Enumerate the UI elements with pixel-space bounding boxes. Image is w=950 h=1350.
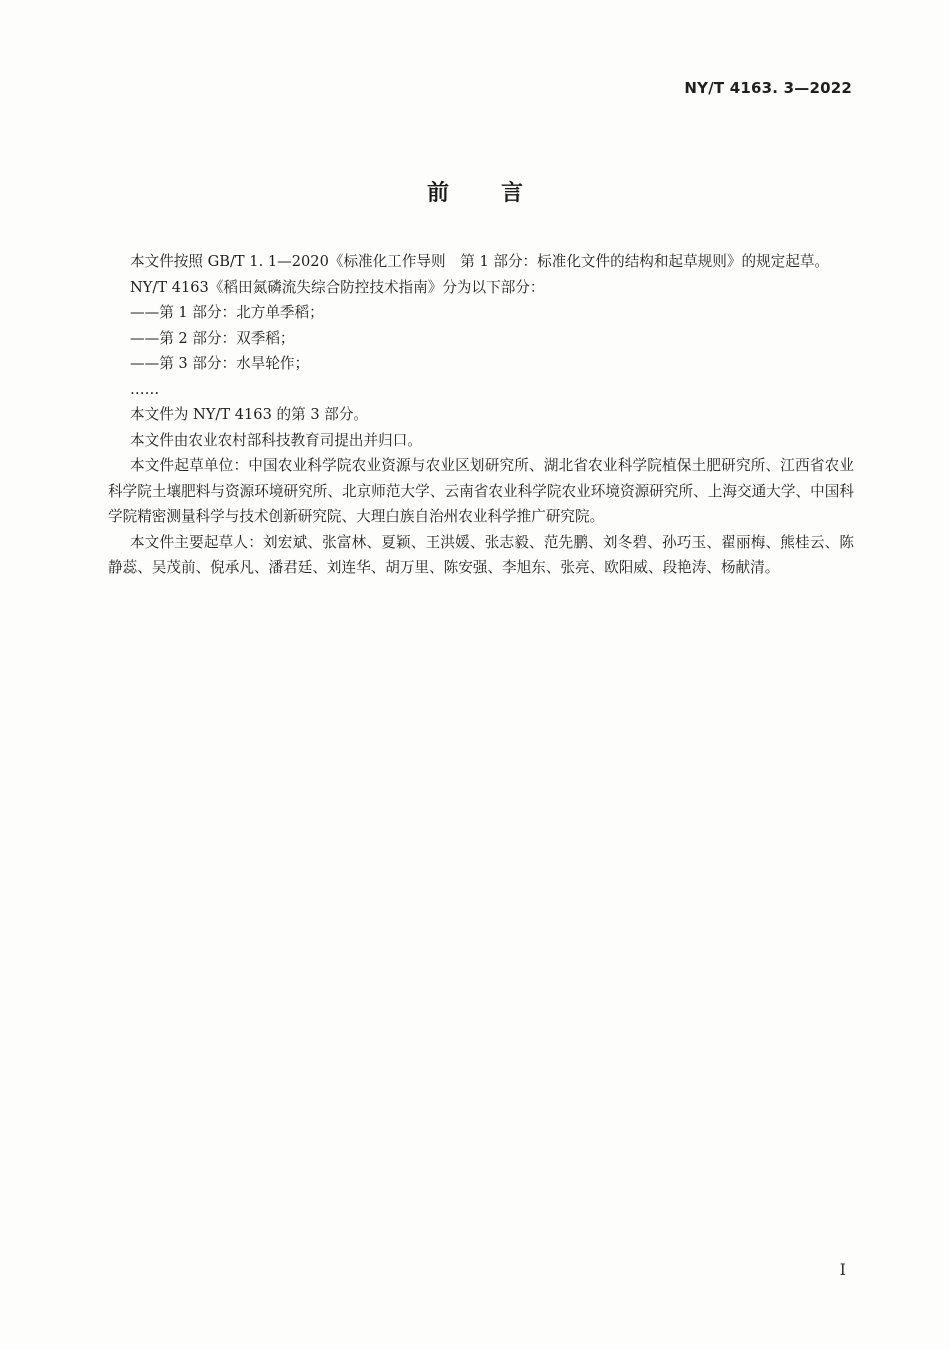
list-item: ——第 1 部分：北方单季稻； xyxy=(130,304,324,321)
paragraph-proposer: 本文件由农业农村部科技教育司提出并归口。 xyxy=(130,431,422,449)
list-ellipsis: …… xyxy=(130,380,160,398)
page-title: 前言 xyxy=(426,181,575,206)
standard-code: NY/T 4163. 3—2022 xyxy=(684,79,852,97)
page-number: I xyxy=(839,1260,846,1279)
list-item: ——第 3 部分：水旱轮作； xyxy=(130,355,310,372)
foreword-body xyxy=(108,249,854,581)
paragraph-drafting-rules: 本文件按照 GB/T 1. 1—2020《标准化工作导则 第 1 部分：标准化文件的结构和起草规则》的规定起草。 xyxy=(130,253,830,270)
paragraph-drafting-units: 本文件起草单位：中国农业科学院农业资源与农业区划研究所、湖北省农业科学院植保土肥研究所、江西省农业科学院土壤肥料与资源环境研究所、北京师范大学、云南省农业科学院农业环境资源研究所、上海交通大学、中国科学院精密测量科学与技术创新研究院、大理白族自治州农业科学推广研究院。 xyxy=(108,457,854,525)
list-item: ——第 2 部分：双季稻； xyxy=(130,329,295,347)
paragraph-parts-intro: NY/T 4163《稻田氮磷流失综合防控技术指南》分为以下部分： xyxy=(130,278,545,296)
paragraph-drafters: 本文件主要起草人：刘宏斌、张富林、夏颖、王洪媛、张志毅、范先鹏、刘冬碧、孙巧玉、翟丽梅、熊桂云、陈静蕊、吴茂前、倪承凡、潘君廷、刘连华、胡万里、陈安强、李旭东、张亮、欧阳威、段艳涛、杨献清。 xyxy=(108,533,854,576)
paragraph-part-number: 本文件为 NY/T 4163 的第 3 部分。 xyxy=(130,406,369,423)
